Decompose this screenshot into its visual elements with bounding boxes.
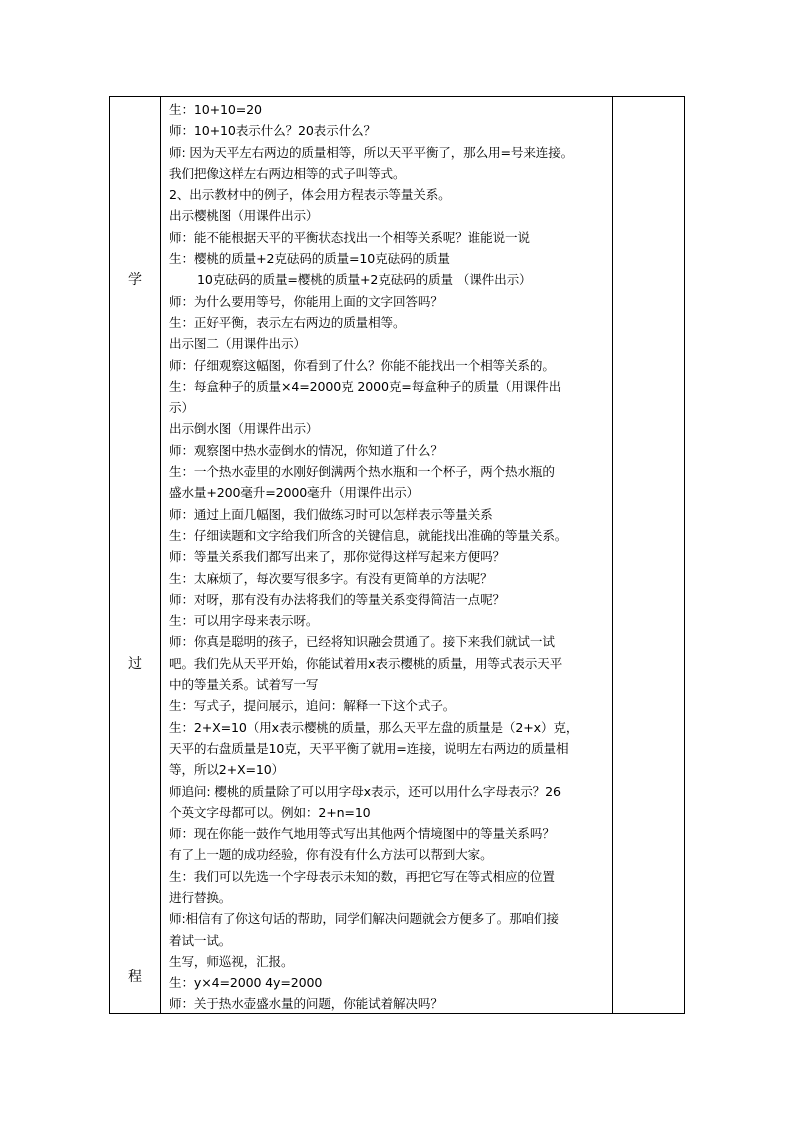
column-divider-left bbox=[160, 97, 161, 1013]
side-label-cheng: 程 bbox=[128, 969, 142, 985]
content-line: 生：太麻烦了，每次要写很多字。有没有更简单的方法呢？ bbox=[169, 570, 493, 586]
content-line: 生：可以用字母来表示呀。 bbox=[169, 613, 319, 629]
content-line: 出示樱桃图（用课件出示） bbox=[169, 208, 319, 224]
content-line: 生写，师巡视，汇报。 bbox=[169, 953, 294, 969]
lesson-table bbox=[109, 96, 685, 1014]
content-line: 生：写式子，提问展示，追问：解释一下这个式子。 bbox=[169, 698, 456, 714]
content-line: 生：y×4=2000 4y=2000 bbox=[169, 975, 323, 991]
content-line: 盛水量+200毫升=2000毫升（用课件出示） bbox=[169, 485, 420, 501]
content-line: 出示图二（用课件出示） bbox=[169, 336, 306, 352]
content-line: 师：10+10表示什么？20表示什么？ bbox=[169, 123, 376, 139]
content-line: 着试一试。 bbox=[169, 932, 232, 948]
content-line: 10克砝码的质量=樱桃的质量+2克砝码的质量 （课件出示） bbox=[197, 272, 532, 288]
content-line: 生：每盒种子的质量×4=2000克 2000克=每盒种子的质量（用课件出 bbox=[169, 378, 562, 394]
content-line: 有了上一题的成功经验，你有没有什么方法可以帮到大家。 bbox=[169, 847, 493, 863]
content-line: 2、出示教材中的例子，体会用方程表示等量关系。 bbox=[169, 187, 451, 203]
content-line: 师追问: 樱桃的质量除了可以用字母x表示，还可以用什么字母表示？26 bbox=[169, 783, 561, 799]
content-line: 师：通过上面几幅图，我们做练习时可以怎样表示等量关系 bbox=[169, 506, 493, 522]
content-line: 生：樱桃的质量+2克砝码的质量=10克砝码的质量 bbox=[169, 251, 450, 267]
content-line: 师：为什么要用等号，你能用上面的文字回答吗？ bbox=[169, 293, 443, 309]
content-line: 我们把像这样左右两边相等的式子叫等式。 bbox=[169, 165, 406, 181]
content-line: 等，所以2+X=10） bbox=[169, 762, 285, 778]
content-line: 师：等量关系我们都写出来了，那你觉得这样写起来方便吗？ bbox=[169, 549, 505, 565]
content-line: 出示倒水图（用课件出示） bbox=[169, 421, 319, 437]
column-divider-right bbox=[612, 97, 613, 1013]
content-line: 天平的右盘质量是10克，天平平衡了就用=连接，说明左右两边的质量相 bbox=[169, 740, 569, 756]
content-line: 示） bbox=[169, 400, 194, 416]
content-line: 师：能不能根据天平的平衡状态找出一个相等关系呢？谁能说一说 bbox=[169, 229, 530, 245]
content-line: 师：现在你能一鼓作气地用等式写出其他两个情境图中的等量关系吗？ bbox=[169, 826, 555, 842]
content-line: 师:相信有了你这句话的帮助，同学们解决问题就会方便多了。那咱们接 bbox=[169, 911, 559, 927]
content-line: 师：对呀，那有没有办法将我们的等量关系变得简洁一点呢？ bbox=[169, 591, 505, 607]
side-label-guo: 过 bbox=[128, 656, 142, 672]
content-line: 进行替换。 bbox=[169, 889, 232, 905]
content-line: 生：10+10=20 bbox=[169, 102, 262, 117]
content-line: 师: 因为天平左右两边的质量相等，所以天平平衡了，那么用=号来连接。 bbox=[169, 144, 574, 160]
content-line: 吧。我们先从天平开始，你能试着用x表示樱桃的质量，用等式表示天平 bbox=[169, 655, 563, 671]
content-line: 师：仔细观察这幅图，你看到了什么？你能不能找出一个相等关系的。 bbox=[169, 357, 555, 373]
content-line: 生：2+X=10（用x表示樱桃的质量，那么天平左盘的质量是（2+x）克， bbox=[169, 719, 579, 735]
content-line: 师：你真是聪明的孩子，已经将知识融会贯通了。接下来我们就试一试 bbox=[169, 634, 555, 650]
content-line: 生：仔细读题和文字给我们所含的关键信息，就能找出准确的等量关系。 bbox=[169, 527, 568, 543]
content-line: 生：我们可以先选一个字母表示未知的数，再把它写在等式相应的位置 bbox=[169, 868, 555, 884]
content-line: 生：正好平衡，表示左右两边的质量相等。 bbox=[169, 314, 406, 330]
content-line: 中的等量关系。试着写一写 bbox=[169, 677, 319, 693]
side-label-xue: 学 bbox=[128, 272, 142, 288]
content-line: 师：关于热水壶盛水量的问题，你能试着解决吗？ bbox=[169, 996, 443, 1012]
content-line: 师：观察图中热水壶倒水的情况，你知道了什么？ bbox=[169, 442, 443, 458]
lesson-content bbox=[169, 99, 611, 1015]
content-line: 生：一个热水壶里的水刚好倒满两个热水瓶和一个杯子，两个热水瓶的 bbox=[169, 464, 555, 480]
content-line: 个英文字母都可以。例如：2+n=10 bbox=[169, 804, 371, 820]
